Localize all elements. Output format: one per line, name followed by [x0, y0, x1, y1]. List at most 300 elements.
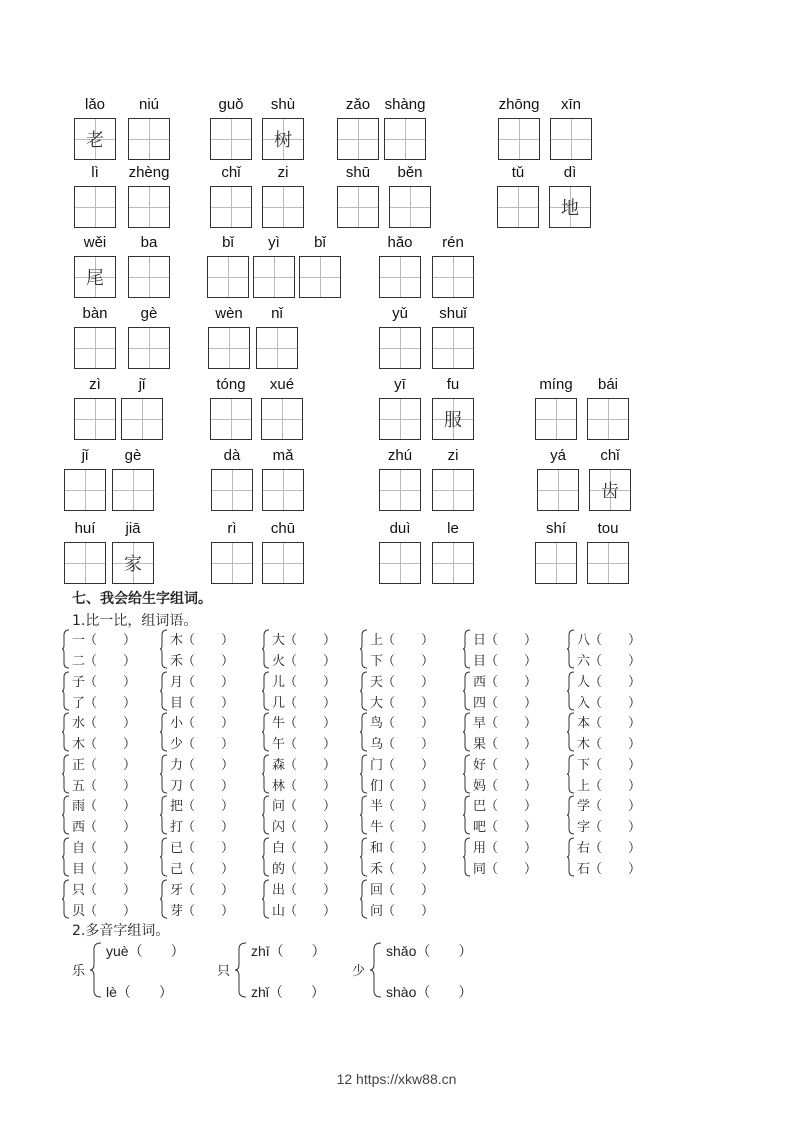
pinyin-label: chǐ: [600, 447, 620, 464]
writing-box[interactable]: [389, 186, 431, 228]
answer-blank[interactable]: （ ）: [589, 695, 642, 711]
grid-guide-vertical: [95, 328, 96, 368]
compare-pair: [160, 671, 256, 711]
compare-character: 目: [473, 654, 487, 669]
grid-guide-vertical: [232, 543, 233, 583]
compare-character: 牙: [170, 882, 184, 898]
compare-character: 用: [473, 841, 487, 856]
compare-character: 鸟: [370, 716, 384, 732]
writing-box[interactable]: [432, 256, 474, 298]
answer-blank[interactable]: （ ）: [589, 841, 642, 856]
answer-blank[interactable]: （ ）: [382, 862, 435, 877]
grid-guide-vertical: [149, 187, 150, 227]
answer-blank[interactable]: （ ）: [382, 633, 435, 648]
writing-box[interactable]: [550, 118, 592, 160]
grid-guide-vertical: [405, 119, 406, 159]
brace-icon: [160, 629, 170, 669]
answer-blank[interactable]: （ ）: [84, 757, 137, 773]
pinyin-label: niú: [138, 96, 160, 113]
compare-character: 闪: [272, 820, 286, 836]
answer-blank[interactable]: （ ）: [589, 799, 642, 815]
answer-blank[interactable]: （ ）: [84, 778, 137, 794]
writing-box[interactable]: [587, 542, 629, 584]
grid-guide-vertical: [95, 187, 96, 227]
answer-blank[interactable]: （ ）: [589, 778, 642, 794]
brace-icon: [262, 629, 272, 669]
compare-character: 子: [72, 674, 86, 690]
answer-blank[interactable]: （ ）: [382, 654, 435, 669]
compare-character: 天: [370, 674, 384, 690]
pinyin-label: hǎo: [387, 234, 413, 251]
pinyin-label: běn: [397, 164, 423, 181]
compare-pair: [262, 879, 358, 919]
prefilled-character-box: [112, 542, 154, 584]
compare-character: 本: [577, 716, 591, 732]
answer-blank[interactable]: （ ）: [589, 654, 642, 669]
compare-pair: [262, 712, 358, 752]
pinyin-label: dà: [223, 447, 241, 464]
answer-blank[interactable]: （ ）: [84, 903, 137, 919]
grid-guide-vertical: [608, 543, 609, 583]
writing-box[interactable]: [64, 469, 106, 511]
compare-pair: [62, 629, 158, 669]
writing-box[interactable]: [379, 327, 421, 369]
writing-box[interactable]: [535, 542, 577, 584]
pinyin-label: dì: [563, 164, 577, 181]
polyphone-reading-blank[interactable]: shào（ ）: [386, 984, 473, 1000]
grid-guide-vertical: [149, 119, 150, 159]
compare-character: 只: [72, 882, 86, 898]
grid-guide-vertical: [453, 543, 454, 583]
answer-blank[interactable]: （ ）: [84, 695, 137, 711]
compare-pair: [567, 629, 663, 669]
writing-box[interactable]: [210, 118, 252, 160]
grid-guide-vertical: [400, 328, 401, 368]
pinyin-label: yī: [394, 376, 406, 393]
writing-box[interactable]: [261, 398, 303, 440]
answer-blank[interactable]: （ ）: [382, 841, 435, 856]
writing-box[interactable]: [384, 118, 426, 160]
answer-blank[interactable]: （ ）: [382, 799, 435, 815]
answer-blank[interactable]: （ ）: [284, 841, 337, 856]
polyphone-reading-blank[interactable]: yuè（ ）: [106, 943, 185, 959]
compare-character: 上: [370, 633, 384, 648]
compare-character: 一: [72, 633, 86, 648]
compare-character: 五: [72, 778, 86, 794]
compare-character: 早: [473, 716, 487, 732]
brace-icon: [62, 754, 72, 794]
brace-icon: [567, 671, 577, 711]
compare-character: 几: [272, 695, 286, 711]
answer-blank[interactable]: （ ）: [382, 820, 435, 836]
grid-guide-vertical: [231, 119, 232, 159]
compare-pair: [160, 795, 256, 835]
given-character: 齿: [601, 481, 619, 502]
pinyin-label: rén: [442, 234, 464, 251]
writing-box[interactable]: [256, 327, 298, 369]
compare-pair: [262, 754, 358, 794]
compare-pair: [463, 837, 559, 877]
answer-blank[interactable]: （ ）: [485, 862, 538, 877]
compare-character: 把: [170, 799, 184, 815]
compare-character: 果: [473, 737, 487, 753]
grid-guide-vertical: [277, 328, 278, 368]
grid-guide-vertical: [556, 399, 557, 439]
grid-guide-vertical: [228, 257, 229, 297]
answer-blank[interactable]: （ ）: [84, 674, 137, 690]
compare-pair: [567, 671, 663, 711]
answer-blank[interactable]: （ ）: [382, 737, 435, 753]
writing-box[interactable]: [337, 186, 379, 228]
writing-box[interactable]: [497, 186, 539, 228]
answer-blank[interactable]: （ ）: [182, 654, 235, 669]
writing-box[interactable]: [379, 256, 421, 298]
pinyin-label: zhōng: [498, 96, 540, 113]
answer-blank[interactable]: （ ）: [485, 799, 538, 815]
pinyin-label: zhèng: [128, 164, 170, 181]
pinyin-label: lì: [91, 164, 99, 181]
writing-box[interactable]: [210, 398, 252, 440]
writing-box[interactable]: [379, 398, 421, 440]
brace-icon: [262, 671, 272, 711]
answer-blank[interactable]: （ ）: [182, 633, 235, 648]
answer-blank[interactable]: （ ）: [284, 882, 337, 898]
compare-character: 贝: [72, 903, 86, 919]
writing-box[interactable]: [535, 398, 577, 440]
answer-blank[interactable]: （ ）: [84, 841, 137, 856]
brace-icon: [360, 712, 370, 752]
brace-icon: [360, 795, 370, 835]
writing-box[interactable]: [74, 186, 116, 228]
grid-guide-vertical: [410, 187, 411, 227]
answer-blank[interactable]: （ ）: [589, 633, 642, 648]
answer-blank[interactable]: （ ）: [589, 716, 642, 732]
grid-guide-vertical: [85, 470, 86, 510]
answer-blank[interactable]: （ ）: [182, 841, 235, 856]
writing-box[interactable]: [121, 398, 163, 440]
compare-character: 雨: [72, 799, 86, 815]
compare-character: 芽: [170, 903, 184, 919]
compare-character: 木: [72, 737, 86, 753]
pinyin-label: shàng: [384, 96, 426, 113]
compare-character: 回: [370, 882, 384, 898]
answer-blank[interactable]: （ ）: [182, 799, 235, 815]
given-character: 树: [274, 130, 292, 151]
grid-guide-vertical: [142, 399, 143, 439]
compare-character: 白: [272, 841, 286, 856]
answer-blank[interactable]: （ ）: [284, 903, 337, 919]
section-title: 七、我会给生字组词。: [72, 591, 212, 607]
answer-blank[interactable]: （ ）: [84, 716, 137, 732]
pinyin-label: zi: [277, 164, 289, 181]
writing-box[interactable]: [379, 542, 421, 584]
compare-character: 禾: [170, 654, 184, 669]
brace-icon: [463, 629, 473, 669]
brace-icon: [360, 879, 370, 919]
answer-blank[interactable]: （ ）: [182, 737, 235, 753]
answer-blank[interactable]: （ ）: [382, 716, 435, 732]
compare-pair: [62, 671, 158, 711]
brace-icon: [567, 837, 577, 877]
writing-box[interactable]: [128, 186, 170, 228]
brace-icon: [463, 712, 473, 752]
pinyin-label: zi: [447, 447, 459, 464]
answer-blank[interactable]: （ ）: [485, 778, 538, 794]
compare-character: 下: [577, 757, 591, 773]
answer-blank[interactable]: （ ）: [485, 757, 538, 773]
pinyin-label: shū: [345, 164, 371, 181]
grid-guide-vertical: [400, 470, 401, 510]
compare-pair: [160, 754, 256, 794]
grid-guide-vertical: [283, 470, 284, 510]
writing-box[interactable]: [208, 327, 250, 369]
grid-guide-vertical: [453, 257, 454, 297]
pinyin-label: xīn: [560, 96, 581, 113]
writing-box[interactable]: [262, 186, 304, 228]
writing-box[interactable]: [253, 256, 295, 298]
compare-character: 右: [577, 841, 591, 856]
compare-character: 牛: [370, 820, 384, 836]
answer-blank[interactable]: （ ）: [589, 757, 642, 773]
brace-icon: [90, 942, 102, 998]
brace-icon: [160, 712, 170, 752]
compare-pair: [262, 795, 358, 835]
grid-guide-vertical: [95, 399, 96, 439]
pinyin-label: bái: [597, 376, 619, 393]
grid-guide-vertical: [133, 470, 134, 510]
answer-blank[interactable]: （ ）: [84, 633, 137, 648]
compare-character: 下: [370, 654, 384, 669]
grid-guide-vertical: [229, 328, 230, 368]
pinyin-label: shù: [270, 96, 296, 113]
compare-character: 人: [577, 674, 591, 690]
compare-pair: [463, 629, 559, 669]
brace-icon: [463, 795, 473, 835]
answer-blank[interactable]: （ ）: [182, 882, 235, 898]
answer-blank[interactable]: （ ）: [182, 674, 235, 690]
compare-character: 林: [272, 778, 286, 794]
answer-blank[interactable]: （ ）: [182, 716, 235, 732]
answer-blank[interactable]: （ ）: [485, 716, 538, 732]
pinyin-label: wèn: [215, 305, 243, 322]
writing-box[interactable]: [432, 542, 474, 584]
answer-blank[interactable]: （ ）: [284, 737, 337, 753]
answer-blank[interactable]: （ ）: [284, 716, 337, 732]
polyphone-reading-blank[interactable]: lè（ ）: [106, 984, 173, 1000]
answer-blank[interactable]: （ ）: [284, 799, 337, 815]
writing-box[interactable]: [262, 469, 304, 511]
answer-blank[interactable]: （ ）: [84, 737, 137, 753]
answer-blank[interactable]: （ ）: [182, 862, 235, 877]
writing-box[interactable]: [211, 469, 253, 511]
writing-box[interactable]: [337, 118, 379, 160]
brace-icon: [262, 754, 272, 794]
answer-blank[interactable]: （ ）: [182, 778, 235, 794]
brace-icon: [62, 712, 72, 752]
prefilled-character-box: [549, 186, 591, 228]
writing-box[interactable]: [128, 327, 170, 369]
writing-box[interactable]: [64, 542, 106, 584]
compare-pair: [360, 754, 456, 794]
compare-character: 巴: [473, 799, 487, 815]
grid-guide-vertical: [608, 399, 609, 439]
writing-box[interactable]: [74, 398, 116, 440]
compare-character: 同: [473, 862, 487, 877]
prefilled-character-box: [589, 469, 631, 511]
answer-blank[interactable]: （ ）: [589, 674, 642, 690]
writing-box[interactable]: [379, 469, 421, 511]
writing-box[interactable]: [74, 327, 116, 369]
answer-blank[interactable]: （ ）: [84, 820, 137, 836]
answer-blank[interactable]: （ ）: [485, 654, 538, 669]
polyphone-character: 只: [217, 964, 231, 979]
compare-character: 火: [272, 654, 286, 669]
writing-box[interactable]: [112, 469, 154, 511]
compare-character: 已: [170, 841, 184, 856]
brace-icon: [62, 629, 72, 669]
compare-character: 问: [370, 903, 384, 919]
polyphone-character: 少: [352, 964, 366, 979]
answer-blank[interactable]: （ ）: [284, 633, 337, 648]
pinyin-label: jǐ: [138, 376, 146, 393]
pinyin-label: gè: [124, 447, 142, 464]
compare-character: 半: [370, 799, 384, 815]
answer-blank[interactable]: （ ）: [84, 799, 137, 815]
brace-icon: [62, 879, 72, 919]
answer-blank[interactable]: （ ）: [382, 778, 435, 794]
pinyin-label: bǐ: [314, 234, 326, 251]
answer-blank[interactable]: （ ）: [284, 654, 337, 669]
answer-blank[interactable]: （ ）: [589, 862, 642, 877]
writing-box[interactable]: [587, 398, 629, 440]
compare-character: 字: [577, 820, 591, 836]
compare-character: 力: [170, 757, 184, 773]
given-character: 服: [444, 410, 462, 431]
writing-box[interactable]: [498, 118, 540, 160]
grid-guide-vertical: [453, 470, 454, 510]
answer-blank[interactable]: （ ）: [485, 633, 538, 648]
compare-pair: [360, 879, 456, 919]
answer-blank[interactable]: （ ）: [284, 820, 337, 836]
answer-blank[interactable]: （ ）: [182, 903, 235, 919]
compare-character: 六: [577, 654, 591, 669]
prefilled-character-box: [432, 398, 474, 440]
polyphone-reading-blank[interactable]: zhī（ ）: [251, 943, 326, 959]
brace-icon: [463, 754, 473, 794]
compare-character: 午: [272, 737, 286, 753]
answer-blank[interactable]: （ ）: [382, 695, 435, 711]
writing-box[interactable]: [262, 542, 304, 584]
prefilled-character-box: [74, 118, 116, 160]
polyphone-reading-blank[interactable]: shǎo（ ）: [386, 943, 473, 959]
answer-blank[interactable]: （ ）: [182, 820, 235, 836]
compare-pair: [567, 754, 663, 794]
brace-icon: [567, 795, 577, 835]
compare-pair: [567, 795, 663, 835]
writing-box[interactable]: [432, 327, 474, 369]
pinyin-label: lǎo: [84, 96, 106, 113]
answer-blank[interactable]: （ ）: [182, 695, 235, 711]
brace-icon: [262, 837, 272, 877]
pinyin-label: wěi: [83, 234, 107, 251]
answer-blank[interactable]: （ ）: [284, 778, 337, 794]
answer-blank[interactable]: （ ）: [589, 820, 642, 836]
pinyin-label: zǎo: [345, 96, 371, 113]
answer-blank[interactable]: （ ）: [284, 674, 337, 690]
compare-character: 乌: [370, 737, 384, 753]
writing-box[interactable]: [128, 118, 170, 160]
answer-blank[interactable]: （ ）: [485, 737, 538, 753]
writing-box[interactable]: [207, 256, 249, 298]
pinyin-label: míng: [539, 376, 573, 393]
compare-character: 四: [473, 695, 487, 711]
writing-box[interactable]: [211, 542, 253, 584]
compare-character: 和: [370, 841, 384, 856]
writing-box[interactable]: [210, 186, 252, 228]
compare-character: 上: [577, 778, 591, 794]
brace-icon: [262, 879, 272, 919]
grid-guide-vertical: [283, 187, 284, 227]
answer-blank[interactable]: （ ）: [485, 820, 538, 836]
answer-blank[interactable]: （ ）: [84, 862, 137, 877]
compare-pair: [62, 712, 158, 752]
pinyin-label: jǐ: [81, 447, 89, 464]
answer-blank[interactable]: （ ）: [284, 862, 337, 877]
answer-blank[interactable]: （ ）: [589, 737, 642, 753]
compare-character: 出: [272, 882, 286, 898]
compare-character: 自: [72, 841, 86, 856]
pinyin-label: chǐ: [221, 164, 241, 181]
answer-blank[interactable]: （ ）: [84, 882, 137, 898]
polyphone-reading-blank[interactable]: zhǐ（ ）: [251, 984, 325, 1000]
writing-box[interactable]: [432, 469, 474, 511]
answer-blank[interactable]: （ ）: [382, 882, 435, 898]
answer-blank[interactable]: （ ）: [284, 695, 337, 711]
grid-guide-vertical: [282, 399, 283, 439]
pinyin-label: yǔ: [392, 305, 408, 322]
writing-box[interactable]: [128, 256, 170, 298]
compare-pair: [463, 795, 559, 835]
grid-guide-vertical: [231, 187, 232, 227]
compare-character: 山: [272, 903, 286, 919]
brace-icon: [62, 837, 72, 877]
compare-character: 入: [577, 695, 591, 711]
answer-blank[interactable]: （ ）: [382, 903, 435, 919]
answer-blank[interactable]: （ ）: [485, 841, 538, 856]
writing-box[interactable]: [537, 469, 579, 511]
brace-icon: [567, 629, 577, 669]
answer-blank[interactable]: （ ）: [84, 654, 137, 669]
brace-icon: [262, 795, 272, 835]
answer-blank[interactable]: （ ）: [182, 757, 235, 773]
answer-blank[interactable]: （ ）: [382, 674, 435, 690]
grid-guide-vertical: [149, 257, 150, 297]
compare-pair: [567, 712, 663, 752]
compare-character: 日: [473, 633, 487, 648]
compare-character: 目: [72, 862, 86, 877]
compare-character: 石: [577, 862, 591, 877]
grid-guide-vertical: [453, 328, 454, 368]
compare-character: 牛: [272, 716, 286, 732]
given-character: 家: [124, 554, 142, 575]
writing-box[interactable]: [299, 256, 341, 298]
answer-blank[interactable]: （ ）: [284, 757, 337, 773]
given-character: 老: [86, 130, 104, 151]
answer-blank[interactable]: （ ）: [382, 757, 435, 773]
pinyin-label: guǒ: [218, 96, 244, 113]
answer-blank[interactable]: （ ）: [485, 695, 538, 711]
answer-blank[interactable]: （ ）: [485, 674, 538, 690]
